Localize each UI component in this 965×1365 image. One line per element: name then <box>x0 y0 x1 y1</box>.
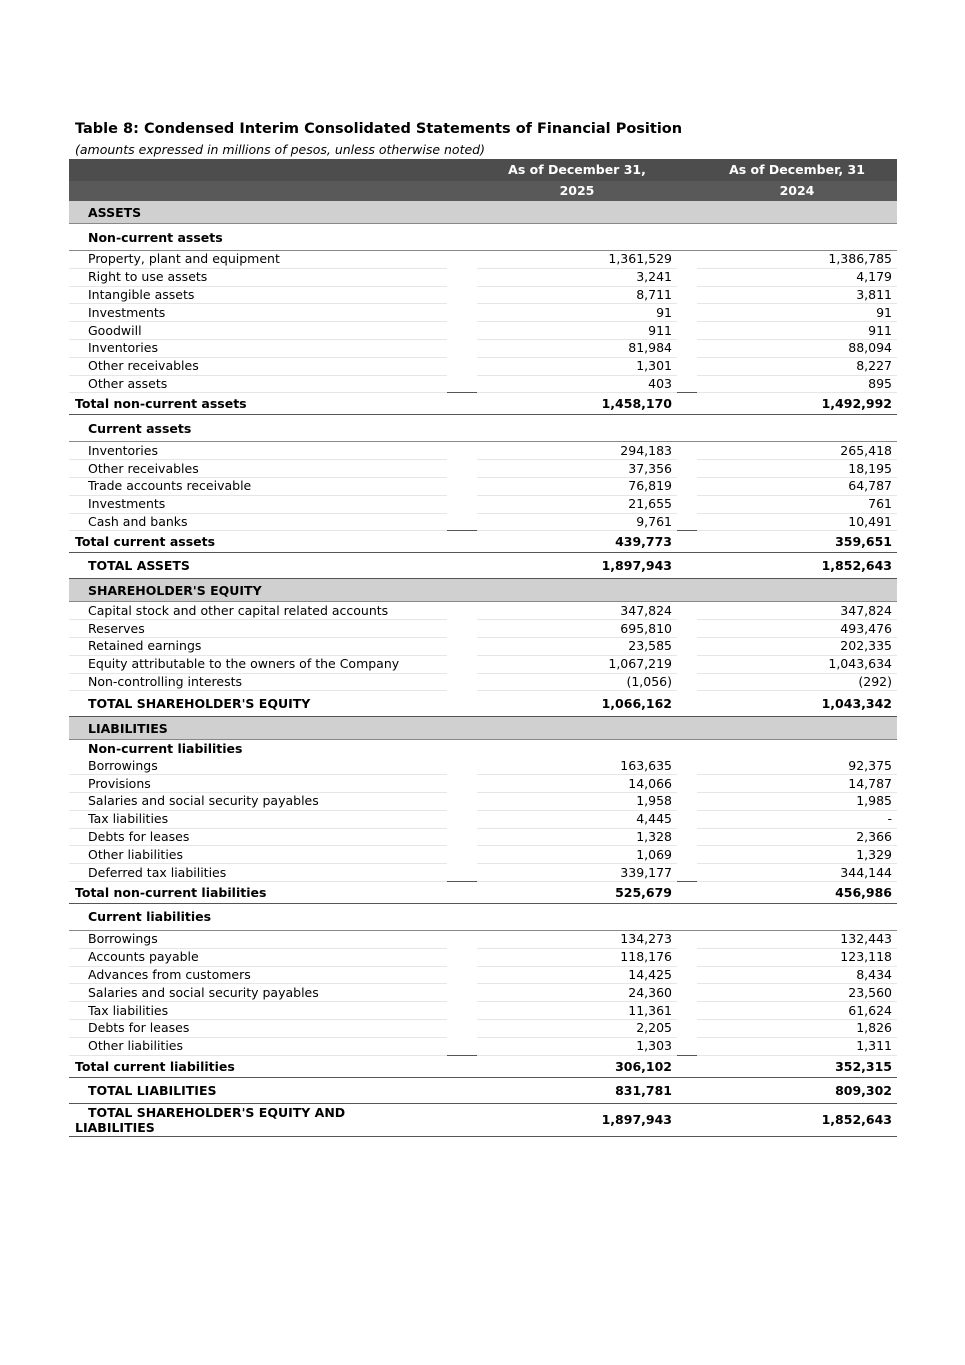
value-2024: 1,043,634 <box>697 655 897 673</box>
row-label: Reserves <box>69 620 447 638</box>
subsection-current-liabilities-label: Current liabilities <box>69 903 897 930</box>
financial-position-table <box>69 159 897 1137</box>
spacer <box>447 966 477 984</box>
subsection-noncurrent-assets-label: Non-current assets <box>69 224 897 251</box>
spacer <box>677 1077 697 1103</box>
spacer <box>677 810 697 828</box>
spacer <box>677 948 697 966</box>
spacer <box>677 304 697 322</box>
value-2024: 123,118 <box>697 948 897 966</box>
value-2025: 21,655 <box>477 495 677 513</box>
subsection-noncurrent-liabilities-label: Non-current liabilities <box>88 741 243 757</box>
spacer <box>447 357 477 375</box>
table-row <box>69 864 897 882</box>
value-2024: 132,443 <box>697 930 897 948</box>
spacer <box>447 460 477 478</box>
spacer <box>677 339 697 357</box>
spacer <box>447 339 477 357</box>
table-row <box>69 286 897 304</box>
value-2025: 134,273 <box>477 930 677 948</box>
table-row <box>69 1019 897 1037</box>
table-row <box>69 792 897 810</box>
total-current-liabilities-row <box>69 1055 897 1077</box>
value-2025: 1,897,943 <box>477 553 677 579</box>
value-2025: 1,301 <box>477 357 677 375</box>
total-noncurrent-assets-row <box>69 393 897 415</box>
value-2025: 23,585 <box>477 637 677 655</box>
subsection-noncurrent-assets <box>69 224 897 251</box>
spacer <box>447 553 477 579</box>
row-label: Debts for leases <box>69 828 447 846</box>
spacer <box>447 304 477 322</box>
value-2024: 1,386,785 <box>697 251 897 269</box>
table-row <box>69 984 897 1002</box>
spacer <box>447 930 477 948</box>
value-2024: 4,179 <box>697 268 897 286</box>
spacer <box>447 322 477 340</box>
section-liabilities <box>69 717 897 740</box>
spacer <box>447 442 477 460</box>
value-2024: 1,311 <box>697 1037 897 1055</box>
row-label: Tax liabilities <box>69 810 447 828</box>
value-2025: 306,102 <box>477 1055 677 1077</box>
section-equity-label: SHAREHOLDER'S EQUITY <box>69 579 897 602</box>
value-2024: 761 <box>697 495 897 513</box>
row-label: Equity attributable to the owners of the Company <box>69 655 447 673</box>
spacer <box>677 513 697 531</box>
table-row <box>69 477 897 495</box>
header-2024-year: 2024 <box>697 181 897 201</box>
table-row <box>69 757 897 774</box>
spacer <box>677 460 697 478</box>
spacer <box>677 775 697 793</box>
table-row <box>69 602 897 620</box>
header-row-1 <box>69 159 897 181</box>
value-2025: 1,303 <box>477 1037 677 1055</box>
spacer <box>447 757 477 774</box>
row-label: Total current liabilities <box>69 1055 447 1077</box>
table-row <box>69 966 897 984</box>
table-row <box>69 251 897 269</box>
spacer <box>677 655 697 673</box>
spacer <box>677 881 697 903</box>
value-2025: 339,177 <box>477 864 677 882</box>
value-2024: 1,492,992 <box>697 393 897 415</box>
value-2025: 81,984 <box>477 339 677 357</box>
value-2025: (1,056) <box>477 673 677 691</box>
spacer <box>447 655 477 673</box>
row-label: Intangible assets <box>69 286 447 304</box>
spacer <box>447 828 477 846</box>
header-row-2 <box>69 181 897 201</box>
spacer <box>447 810 477 828</box>
section-assets <box>69 201 897 224</box>
value-2025: 831,781 <box>477 1077 677 1103</box>
spacer <box>677 984 697 1002</box>
section-equity <box>69 579 897 602</box>
grand-total-label-line2: LIABILITIES <box>75 1119 155 1135</box>
value-2024: 347,824 <box>697 602 897 620</box>
row-label: Goodwill <box>69 322 447 340</box>
spacer <box>447 375 477 393</box>
value-2024: 1,043,342 <box>697 691 897 717</box>
row-label: TOTAL SHAREHOLDER'S EQUITY <box>69 691 447 717</box>
table-row <box>69 948 897 966</box>
value-2025: 525,679 <box>477 881 677 903</box>
table-row <box>69 322 897 340</box>
value-2025: 163,635 <box>477 757 677 774</box>
value-2024: 895 <box>697 375 897 393</box>
spacer <box>447 531 477 553</box>
row-label: Accounts payable <box>69 948 447 966</box>
value-2024: 1,985 <box>697 792 897 810</box>
spacer <box>447 495 477 513</box>
value-2025: 1,897,943 <box>477 1103 677 1136</box>
value-2024: 344,144 <box>697 864 897 882</box>
spacer <box>677 442 697 460</box>
spacer <box>677 620 697 638</box>
value-2024: 64,787 <box>697 477 897 495</box>
table-title: Table 8: Condensed Interim Consolidated Statements of Financial Position <box>75 121 683 137</box>
value-2025: 9,761 <box>477 513 677 531</box>
table-row <box>69 846 897 864</box>
spacer <box>677 553 697 579</box>
value-2025: 294,183 <box>477 442 677 460</box>
value-2024: 352,315 <box>697 1055 897 1077</box>
value-2024: 3,811 <box>697 286 897 304</box>
spacer <box>447 792 477 810</box>
value-2025: 403 <box>477 375 677 393</box>
spacer <box>677 357 697 375</box>
spacer <box>447 268 477 286</box>
row-label: Inventories <box>69 442 447 460</box>
value-2025: 695,810 <box>477 620 677 638</box>
value-2024: - <box>697 810 897 828</box>
value-2025: 8,711 <box>477 286 677 304</box>
grand-total-label-line1: TOTAL SHAREHOLDER'S EQUITY AND <box>88 1104 346 1120</box>
spacer <box>677 1037 697 1055</box>
value-2024: 911 <box>697 322 897 340</box>
table-row <box>69 637 897 655</box>
row-label: Property, plant and equipment <box>69 251 447 269</box>
row-label: Tax liabilities <box>69 1002 447 1020</box>
value-2024: 91 <box>697 304 897 322</box>
spacer <box>447 637 477 655</box>
row-label: Retained earnings <box>69 637 447 655</box>
spacer <box>677 757 697 774</box>
total-assets-row <box>69 553 897 579</box>
spacer <box>677 966 697 984</box>
value-2024: (292) <box>697 673 897 691</box>
row-label: TOTAL LIABILITIES <box>69 1077 447 1103</box>
value-2024: 23,560 <box>697 984 897 1002</box>
value-2024: 202,335 <box>697 637 897 655</box>
spacer <box>677 846 697 864</box>
value-2024: 1,852,643 <box>697 553 897 579</box>
table-row <box>69 1002 897 1020</box>
spacer <box>677 930 697 948</box>
value-2025: 3,241 <box>477 268 677 286</box>
row-label: Total non-current liabilities <box>69 881 447 903</box>
row-label: Investments <box>69 304 447 322</box>
value-2024: 1,826 <box>697 1019 897 1037</box>
subsection-current-liabilities <box>69 903 897 930</box>
spacer <box>677 393 697 415</box>
value-2025: 14,066 <box>477 775 677 793</box>
row-label: Cash and banks <box>69 513 447 531</box>
value-2025: 118,176 <box>477 948 677 966</box>
total-equity-row <box>69 691 897 717</box>
value-2025: 1,958 <box>477 792 677 810</box>
spacer <box>677 637 697 655</box>
spacer <box>677 286 697 304</box>
spacer <box>447 1077 477 1103</box>
table-row <box>69 357 897 375</box>
value-2024: 92,375 <box>697 757 897 774</box>
spacer <box>447 775 477 793</box>
row-label: Salaries and social security payables <box>69 792 447 810</box>
row-label: Other liabilities <box>69 846 447 864</box>
section-liabilities-label: LIABILITIES <box>69 717 897 740</box>
row-label: Capital stock and other capital related accounts <box>69 602 447 620</box>
value-2025: 911 <box>477 322 677 340</box>
spacer <box>447 286 477 304</box>
value-2025: 1,066,162 <box>477 691 677 717</box>
value-2025: 1,067,219 <box>477 655 677 673</box>
spacer <box>447 1019 477 1037</box>
spacer <box>447 673 477 691</box>
spacer <box>677 673 697 691</box>
table-row <box>69 460 897 478</box>
table-row <box>69 673 897 691</box>
value-2024: 18,195 <box>697 460 897 478</box>
spacer <box>677 375 697 393</box>
row-label: Borrowings <box>69 757 447 774</box>
value-2025: 1,361,529 <box>477 251 677 269</box>
total-current-assets-row <box>69 531 897 553</box>
table-row <box>69 304 897 322</box>
value-2025: 37,356 <box>477 460 677 478</box>
table-row <box>69 828 897 846</box>
financial-position-document <box>69 118 897 1137</box>
row-label: Advances from customers <box>69 966 447 984</box>
value-2024: 61,624 <box>697 1002 897 1020</box>
value-2025: 347,824 <box>477 602 677 620</box>
spacer <box>447 1002 477 1020</box>
value-2025: 1,069 <box>477 846 677 864</box>
spacer <box>447 948 477 966</box>
table-row <box>69 268 897 286</box>
table-row <box>69 442 897 460</box>
section-assets-label: ASSETS <box>69 201 897 224</box>
value-2024: 10,491 <box>697 513 897 531</box>
value-2024: 1,329 <box>697 846 897 864</box>
value-2024: 88,094 <box>697 339 897 357</box>
row-label: Total current assets <box>69 531 447 553</box>
table-row <box>69 495 897 513</box>
row-label: Right to use assets <box>69 268 447 286</box>
row-label: Debts for leases <box>69 1019 447 1037</box>
value-2024: 265,418 <box>697 442 897 460</box>
value-2024: 14,787 <box>697 775 897 793</box>
value-2025: 91 <box>477 304 677 322</box>
row-label: Non-controlling interests <box>69 673 447 691</box>
spacer <box>677 251 697 269</box>
header-2025-label: As of December 31, <box>477 159 677 181</box>
subsection-current-assets <box>69 415 897 442</box>
row-label: Borrowings <box>69 930 447 948</box>
table-row <box>69 620 897 638</box>
row-label: Deferred tax liabilities <box>69 864 447 882</box>
spacer <box>447 1103 477 1136</box>
value-2025: 439,773 <box>477 531 677 553</box>
spacer <box>677 1019 697 1037</box>
value-2024: 493,476 <box>697 620 897 638</box>
value-2024: 809,302 <box>697 1077 897 1103</box>
row-label: Other assets <box>69 375 447 393</box>
value-2024: 456,986 <box>697 881 897 903</box>
value-2024: 2,366 <box>697 828 897 846</box>
spacer <box>677 322 697 340</box>
table-row <box>69 810 897 828</box>
spacer <box>677 828 697 846</box>
row-label: TOTAL ASSETS <box>69 553 447 579</box>
spacer <box>677 792 697 810</box>
subsection-current-assets-label: Current assets <box>69 415 897 442</box>
spacer <box>447 1037 477 1055</box>
spacer <box>447 864 477 882</box>
table-row <box>69 775 897 793</box>
header-2025-year: 2025 <box>477 181 677 201</box>
table-subtitle: (amounts expressed in millions of pesos, unless otherwise noted) <box>75 142 485 157</box>
grand-total-row <box>69 1103 897 1136</box>
table-row <box>69 375 897 393</box>
row-label: Salaries and social security payables <box>69 984 447 1002</box>
row-label: Total non-current assets <box>69 393 447 415</box>
spacer <box>447 881 477 903</box>
row-label: Provisions <box>69 775 447 793</box>
row-label: Inventories <box>69 339 447 357</box>
subsection-noncurrent-liabilities <box>69 740 897 758</box>
table-row <box>69 930 897 948</box>
spacer <box>677 1055 697 1077</box>
spacer <box>677 531 697 553</box>
value-2025: 1,458,170 <box>477 393 677 415</box>
table-row <box>69 513 897 531</box>
header-2024-label: As of December, 31 <box>697 159 897 181</box>
table-row <box>69 655 897 673</box>
spacer <box>447 393 477 415</box>
row-label: Investments <box>69 495 447 513</box>
spacer <box>447 513 477 531</box>
total-noncurrent-liabilities-row <box>69 881 897 903</box>
value-2025: 1,328 <box>477 828 677 846</box>
value-2025: 4,445 <box>477 810 677 828</box>
table-row <box>69 339 897 357</box>
spacer <box>447 1055 477 1077</box>
grand-total-label <box>69 1103 447 1136</box>
spacer <box>447 477 477 495</box>
row-label: Other receivables <box>69 357 447 375</box>
table-row <box>69 1037 897 1055</box>
spacer <box>677 602 697 620</box>
spacer <box>677 864 697 882</box>
row-label: Trade accounts receivable <box>69 477 447 495</box>
spacer <box>677 477 697 495</box>
value-2025: 14,425 <box>477 966 677 984</box>
value-2024: 1,852,643 <box>697 1103 897 1136</box>
row-label: Other receivables <box>69 460 447 478</box>
value-2024: 8,227 <box>697 357 897 375</box>
spacer <box>677 1103 697 1136</box>
value-2025: 2,205 <box>477 1019 677 1037</box>
row-label: Other liabilities <box>69 1037 447 1055</box>
spacer <box>447 620 477 638</box>
spacer <box>447 602 477 620</box>
spacer <box>677 495 697 513</box>
spacer <box>677 691 697 717</box>
value-2024: 8,434 <box>697 966 897 984</box>
spacer <box>447 691 477 717</box>
value-2025: 11,361 <box>477 1002 677 1020</box>
value-2024: 359,651 <box>697 531 897 553</box>
spacer <box>447 984 477 1002</box>
total-liabilities-row <box>69 1077 897 1103</box>
value-2025: 76,819 <box>477 477 677 495</box>
spacer <box>677 1002 697 1020</box>
spacer <box>677 268 697 286</box>
spacer <box>447 846 477 864</box>
spacer <box>447 251 477 269</box>
value-2025: 24,360 <box>477 984 677 1002</box>
